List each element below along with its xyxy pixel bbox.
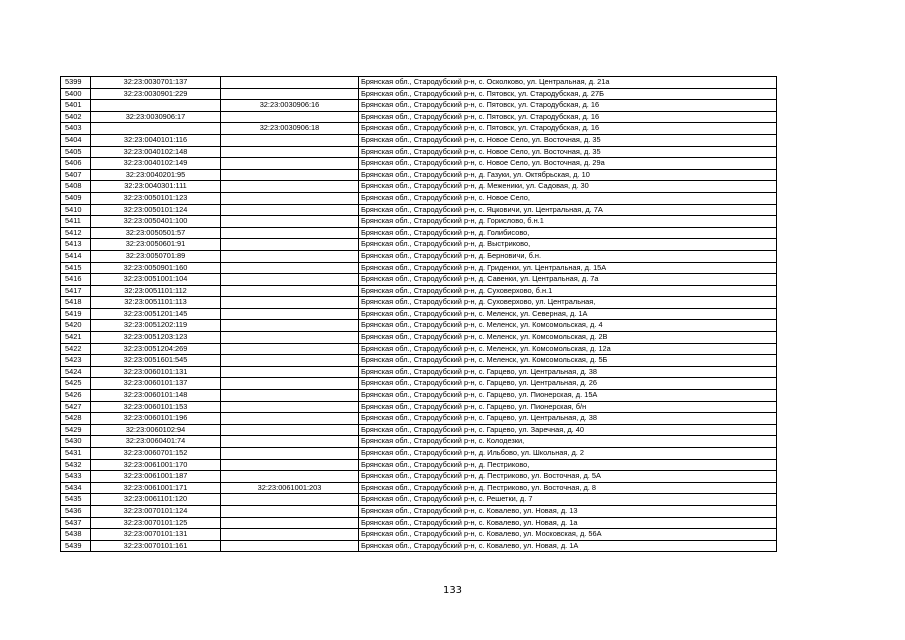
row-number-cell: 5408 [61, 181, 91, 193]
table-row [61, 123, 777, 135]
row-number-cell: 5405 [61, 146, 91, 158]
cadastral-number-cell: 32:23:0060701:152 [91, 448, 221, 460]
table-row [61, 540, 777, 552]
cadastral-number-cell: 32:23:0061001:170 [91, 459, 221, 471]
data-table [60, 76, 777, 552]
related-cadastral-number-cell [221, 332, 359, 344]
address-cell: Брянская обл., Стародубский р-н, с. Ковалево, ул. Новая, д. 1а [359, 517, 777, 529]
table-row [61, 529, 777, 541]
address-cell: Брянская обл., Стародубский р-н, с. Гарцево, ул. Центральная, д. 38 [359, 413, 777, 425]
related-cadastral-number-cell [221, 378, 359, 390]
related-cadastral-number-cell [221, 343, 359, 355]
row-number-cell: 5414 [61, 250, 91, 262]
cadastral-number-cell: 32:23:0051101:112 [91, 285, 221, 297]
table-row [61, 343, 777, 355]
related-cadastral-number-cell [221, 146, 359, 158]
table-row [61, 134, 777, 146]
related-cadastral-number-cell [221, 192, 359, 204]
table-row [61, 482, 777, 494]
cadastral-number-cell: 32:23:0061001:171 [91, 482, 221, 494]
related-cadastral-number-cell [221, 308, 359, 320]
table-row [61, 390, 777, 402]
related-cadastral-number-cell [221, 181, 359, 193]
address-cell: Брянская обл., Стародубский р-н, д. Горислово, б.н.1 [359, 216, 777, 228]
table-row [61, 216, 777, 228]
table-row [61, 285, 777, 297]
related-cadastral-number-cell [221, 250, 359, 262]
address-cell: Брянская обл., Стародубский р-н, с. Ковалево, ул. Московская, д. 56А [359, 529, 777, 541]
related-cadastral-number-cell [221, 471, 359, 483]
table-row [61, 517, 777, 529]
table-row [61, 448, 777, 460]
row-number-cell: 5404 [61, 134, 91, 146]
related-cadastral-number-cell [221, 401, 359, 413]
address-cell: Брянская обл., Стародубский р-н, с. Меленск, ул. Комсомольская, д. 4 [359, 320, 777, 332]
table-row [61, 436, 777, 448]
address-cell: Брянская обл., Стародубский р-н, д. Гриденки, ул. Центральная, д. 15А [359, 262, 777, 274]
cadastral-number-cell: 32:23:0051001:104 [91, 274, 221, 286]
address-cell: Брянская обл., Стародубский р-н, с. Гарцево, ул. Пионерская, д. 15А [359, 390, 777, 402]
table-row [61, 332, 777, 344]
cadastral-number-cell: 32:23:0070101:161 [91, 540, 221, 552]
table-row [61, 308, 777, 320]
address-cell: Брянская обл., Стародубский р-н, с. Яцковичи, ул. Центральная, д. 7А [359, 204, 777, 216]
cadastral-number-cell [91, 123, 221, 135]
table-row [61, 146, 777, 158]
row-number-cell: 5422 [61, 343, 91, 355]
row-number-cell: 5428 [61, 413, 91, 425]
related-cadastral-number-cell [221, 262, 359, 274]
table-row [61, 494, 777, 506]
cadastral-number-cell: 32:23:0060101:153 [91, 401, 221, 413]
row-number-cell: 5415 [61, 262, 91, 274]
cadastral-number-cell: 32:23:0040102:149 [91, 158, 221, 170]
related-cadastral-number-cell [221, 529, 359, 541]
related-cadastral-number-cell [221, 274, 359, 286]
row-number-cell: 5427 [61, 401, 91, 413]
row-number-cell: 5432 [61, 459, 91, 471]
row-number-cell: 5412 [61, 227, 91, 239]
related-cadastral-number-cell [221, 459, 359, 471]
related-cadastral-number-cell [221, 204, 359, 216]
table-row [61, 459, 777, 471]
row-number-cell: 5437 [61, 517, 91, 529]
cadastral-number-cell: 32:23:0060101:137 [91, 378, 221, 390]
row-number-cell: 5421 [61, 332, 91, 344]
cadastral-number-cell: 32:23:0050101:123 [91, 192, 221, 204]
related-cadastral-number-cell [221, 517, 359, 529]
row-number-cell: 5407 [61, 169, 91, 181]
address-cell: Брянская обл., Стародубский р-н, д. Берновичи, б.н. [359, 250, 777, 262]
row-number-cell: 5435 [61, 494, 91, 506]
table-row [61, 250, 777, 262]
cadastral-number-cell: 32:23:0061101:120 [91, 494, 221, 506]
related-cadastral-number-cell [221, 216, 359, 228]
row-number-cell: 5426 [61, 390, 91, 402]
row-number-cell: 5434 [61, 482, 91, 494]
related-cadastral-number-cell [221, 436, 359, 448]
cadastral-number-cell: 32:23:0040301:111 [91, 181, 221, 193]
related-cadastral-number-cell [221, 158, 359, 170]
cadastral-number-cell: 32:23:0030906:17 [91, 111, 221, 123]
cadastral-number-cell: 32:23:0050701:89 [91, 250, 221, 262]
cadastral-number-cell: 32:23:0070101:125 [91, 517, 221, 529]
address-cell: Брянская обл., Стародубский р-н, д. Ильбово, ул. Школьная, д. 2 [359, 448, 777, 460]
row-number-cell: 5431 [61, 448, 91, 460]
table-row [61, 424, 777, 436]
row-number-cell: 5430 [61, 436, 91, 448]
cadastral-number-cell: 32:23:0070101:131 [91, 529, 221, 541]
address-cell: Брянская обл., Стародубский р-н, д. Пестриково, ул. Восточная, д. 5А [359, 471, 777, 483]
row-number-cell: 5403 [61, 123, 91, 135]
cadastral-number-cell: 32:23:0030901:229 [91, 88, 221, 100]
cadastral-number-cell: 32:23:0040201:95 [91, 169, 221, 181]
address-cell: Брянская обл., Стародубский р-н, с. Гарцево, ул. Центральная, д. 38 [359, 366, 777, 378]
row-number-cell: 5406 [61, 158, 91, 170]
address-cell: Брянская обл., Стародубский р-н, с. Решетки, д. 7 [359, 494, 777, 506]
related-cadastral-number-cell: 32:23:0030906:16 [221, 100, 359, 112]
cadastral-number-cell: 32:23:0051202:119 [91, 320, 221, 332]
related-cadastral-number-cell [221, 320, 359, 332]
table-row [61, 181, 777, 193]
table-row [61, 227, 777, 239]
cadastral-number-cell: 32:23:0060101:131 [91, 366, 221, 378]
related-cadastral-number-cell [221, 88, 359, 100]
row-number-cell: 5417 [61, 285, 91, 297]
table-row [61, 192, 777, 204]
table-row [61, 88, 777, 100]
cadastral-number-cell: 32:23:0051203:123 [91, 332, 221, 344]
table-row [61, 274, 777, 286]
table-row [61, 401, 777, 413]
address-cell: Брянская обл., Стародубский р-н, с. Пятовск, ул. Стародубская, д. 16 [359, 100, 777, 112]
row-number-cell: 5418 [61, 297, 91, 309]
row-number-cell: 5429 [61, 424, 91, 436]
related-cadastral-number-cell [221, 390, 359, 402]
table-row [61, 471, 777, 483]
address-cell: Брянская обл., Стародубский р-н, с. Осколково, ул. Центральная, д. 21а [359, 77, 777, 89]
row-number-cell: 5411 [61, 216, 91, 228]
address-cell: Брянская обл., Стародубский р-н, с. Новое Село, ул. Восточная, д. 29а [359, 158, 777, 170]
row-number-cell: 5423 [61, 355, 91, 367]
related-cadastral-number-cell [221, 227, 359, 239]
related-cadastral-number-cell [221, 505, 359, 517]
cadastral-number-cell: 32:23:0050401:100 [91, 216, 221, 228]
address-cell: Брянская обл., Стародубский р-н, с. Новое Село, ул. Восточная, д. 35 [359, 146, 777, 158]
address-cell: Брянская обл., Стародубский р-н, д. Газуки, ул. Октябрьская, д. 10 [359, 169, 777, 181]
address-cell: Брянская обл., Стародубский р-н, с. Гарцево, ул. Центральная, д. 26 [359, 378, 777, 390]
address-cell: Брянская обл., Стародубский р-н, с. Меленск, ул. Комсомольская, д. 2В [359, 332, 777, 344]
cadastral-number-cell [91, 100, 221, 112]
cadastral-number-cell: 32:23:0050901:160 [91, 262, 221, 274]
related-cadastral-number-cell [221, 285, 359, 297]
address-cell: Брянская обл., Стародубский р-н, с. Ковалево, ул. Новая, д. 1А [359, 540, 777, 552]
table-row [61, 262, 777, 274]
address-cell: Брянская обл., Стародубский р-н, с. Новое Село, ул. Восточная, д. 35 [359, 134, 777, 146]
cadastral-number-cell: 32:23:0060101:196 [91, 413, 221, 425]
related-cadastral-number-cell [221, 77, 359, 89]
related-cadastral-number-cell [221, 494, 359, 506]
table-row [61, 355, 777, 367]
row-number-cell: 5438 [61, 529, 91, 541]
related-cadastral-number-cell [221, 413, 359, 425]
related-cadastral-number-cell [221, 297, 359, 309]
cadastral-number-cell: 32:23:0050101:124 [91, 204, 221, 216]
address-cell: Брянская обл., Стародубский р-н, д. Суховерхово, ул. Центральная, [359, 297, 777, 309]
address-cell: Брянская обл., Стародубский р-н, д. Выстриково, [359, 239, 777, 251]
address-cell: Брянская обл., Стародубский р-н, с. Пятовск, ул. Стародубская, д. 27Б [359, 88, 777, 100]
address-cell: Брянская обл., Стародубский р-н, с. Новое Село, [359, 192, 777, 204]
address-cell: Брянская обл., Стародубский р-н, с. Пятовск, ул. Стародубская, д. 16 [359, 111, 777, 123]
table-row [61, 239, 777, 251]
table-row [61, 320, 777, 332]
cadastral-number-cell: 32:23:0070101:124 [91, 505, 221, 517]
row-number-cell: 5439 [61, 540, 91, 552]
row-number-cell: 5433 [61, 471, 91, 483]
table-row [61, 378, 777, 390]
related-cadastral-number-cell [221, 239, 359, 251]
cadastral-number-cell: 32:23:0040102:148 [91, 146, 221, 158]
cadastral-number-cell: 32:23:0060102:94 [91, 424, 221, 436]
row-number-cell: 5401 [61, 100, 91, 112]
table-row [61, 111, 777, 123]
related-cadastral-number-cell [221, 448, 359, 460]
table-row [61, 77, 777, 89]
cadastral-number-cell: 32:23:0050601:91 [91, 239, 221, 251]
related-cadastral-number-cell [221, 169, 359, 181]
row-number-cell: 5416 [61, 274, 91, 286]
row-number-cell: 5420 [61, 320, 91, 332]
related-cadastral-number-cell [221, 366, 359, 378]
cadastral-number-cell: 32:23:0040101:116 [91, 134, 221, 146]
related-cadastral-number-cell [221, 134, 359, 146]
page-number: 133 [442, 585, 463, 596]
address-cell: Брянская обл., Стародубский р-н, д. Пестриково, [359, 459, 777, 471]
related-cadastral-number-cell [221, 424, 359, 436]
cadastral-number-cell: 32:23:0051601:545 [91, 355, 221, 367]
row-number-cell: 5399 [61, 77, 91, 89]
row-number-cell: 5419 [61, 308, 91, 320]
address-cell: Брянская обл., Стародубский р-н, д. Пестриково, ул. Восточная, д. 8 [359, 482, 777, 494]
related-cadastral-number-cell: 32:23:0030906:18 [221, 123, 359, 135]
address-cell: Брянская обл., Стародубский р-н, д. Савенки, ул. Центральная, д. 7а [359, 274, 777, 286]
row-number-cell: 5424 [61, 366, 91, 378]
cadastral-number-cell: 32:23:0030701:137 [91, 77, 221, 89]
cadastral-number-cell: 32:23:0061001:187 [91, 471, 221, 483]
related-cadastral-number-cell [221, 111, 359, 123]
table-body [61, 77, 777, 552]
row-number-cell: 5409 [61, 192, 91, 204]
address-cell: Брянская обл., Стародубский р-н, с. Гарцево, ул. Заречная, д. 40 [359, 424, 777, 436]
address-cell: Брянская обл., Стародубский р-н, с. Меленск, ул. Комсомольская, д. 5Б [359, 355, 777, 367]
table-row [61, 204, 777, 216]
cadastral-number-cell: 32:23:0051204:269 [91, 343, 221, 355]
address-cell: Брянская обл., Стародубский р-н, с. Меленск, ул. Северная, д. 1А [359, 308, 777, 320]
cadastral-number-cell: 32:23:0060401:74 [91, 436, 221, 448]
address-cell: Брянская обл., Стародубский р-н, с. Пятовск, ул. Стародубская, д. 16 [359, 123, 777, 135]
cadastral-number-cell: 32:23:0051201:145 [91, 308, 221, 320]
address-cell: Брянская обл., Стародубский р-н, с. Меленск, ул. Комсомольская, д. 12а [359, 343, 777, 355]
address-cell: Брянская обл., Стародубский р-н, д. Меженики, ул. Садовая, д. 30 [359, 181, 777, 193]
row-number-cell: 5413 [61, 239, 91, 251]
address-cell: Брянская обл., Стародубский р-н, с. Ковалево, ул. Новая, д. 13 [359, 505, 777, 517]
table-row [61, 505, 777, 517]
address-cell: Брянская обл., Стародубский р-н, д. Суховерхово, б.н.1 [359, 285, 777, 297]
table-row [61, 100, 777, 112]
related-cadastral-number-cell: 32:23:0061001:203 [221, 482, 359, 494]
related-cadastral-number-cell [221, 355, 359, 367]
cadastral-number-cell: 32:23:0060101:148 [91, 390, 221, 402]
address-cell: Брянская обл., Стародубский р-н, д. Голибисово, [359, 227, 777, 239]
address-cell: Брянская обл., Стародубский р-н, с. Колодезки, [359, 436, 777, 448]
table-row [61, 158, 777, 170]
related-cadastral-number-cell [221, 540, 359, 552]
table-row [61, 297, 777, 309]
table-row [61, 413, 777, 425]
table-row [61, 169, 777, 181]
row-number-cell: 5425 [61, 378, 91, 390]
row-number-cell: 5400 [61, 88, 91, 100]
cadastral-number-cell: 32:23:0050501:57 [91, 227, 221, 239]
row-number-cell: 5410 [61, 204, 91, 216]
table-row [61, 366, 777, 378]
row-number-cell: 5402 [61, 111, 91, 123]
cadastral-number-cell: 32:23:0051101:113 [91, 297, 221, 309]
address-cell: Брянская обл., Стародубский р-н, с. Гарцево, ул. Пионерская, б/н [359, 401, 777, 413]
row-number-cell: 5436 [61, 505, 91, 517]
